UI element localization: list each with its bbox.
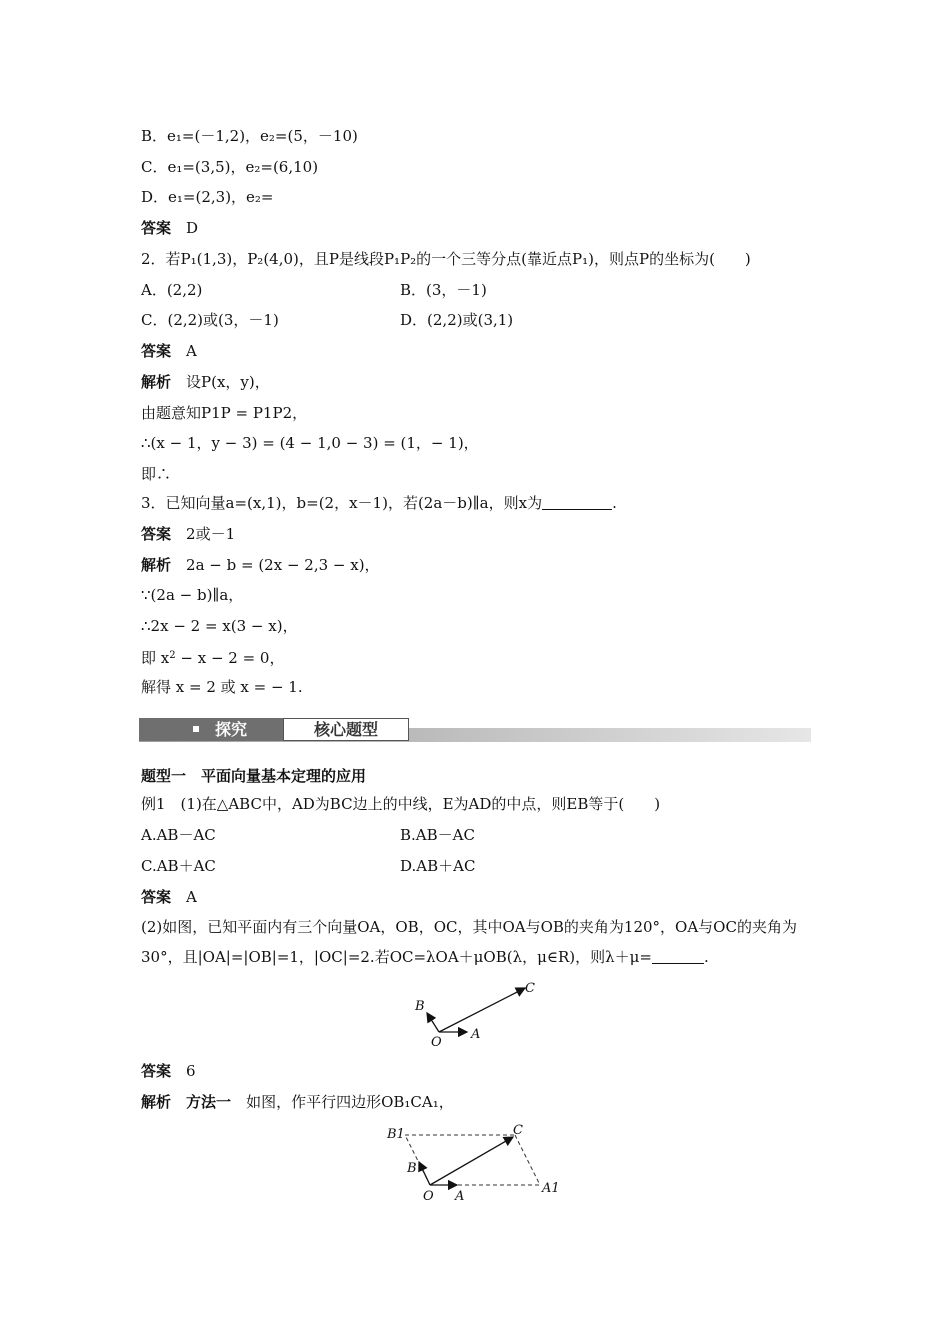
answer-value: A [186,888,197,906]
example1-options-cd [141,856,811,876]
answer-value: 6 [186,1062,196,1080]
q3-answer [141,524,235,544]
q2-analysis [141,372,270,392]
eq-part: 即 x [141,649,170,667]
label-c: C [525,981,535,996]
parallelogram-figure [385,1120,575,1202]
section-title: 题型一 平面向量基本定理的应用 [141,767,367,785]
q1-option-b: B．e₁=(－1,2)，e₂=(5，－10) [141,127,358,145]
answer-value: D [186,219,199,237]
label-a1: A1 [542,1181,560,1196]
example1-analysis [141,1092,454,1112]
q2-option-d: D．(2,2)或(3,1) [400,311,514,329]
q3-stem-text: 3．已知向量a=(x,1)，b=(2，x－1)，若(2a－b)∥a，则x为 [141,494,543,512]
q2-option-c: C．(2,2)或(3，－1) [141,311,279,329]
q2-stem: 2．若P₁(1,3)，P₂(4,0)，且P是线段P₁P₂的一个三等分点(靠近点P₁)，则点P的坐标为( ) [141,250,751,268]
label-a: A [471,1027,481,1042]
q1-answer [141,218,198,238]
q2-options-ab [141,280,811,300]
answer-label: 答案 [141,888,172,906]
analysis-label: 解析 [141,1093,172,1111]
part2-end: . [703,948,709,966]
eq-exponent: 2 [169,650,176,661]
banner-core-types: 核心题型 [283,718,409,741]
ex1-option-c: C.AB＋AC [141,857,216,875]
example1-answer2 [141,1061,196,1081]
answer-blank [542,495,612,510]
answer-label: 答案 [141,1062,172,1080]
vector-ob [427,1013,439,1032]
q1-option-d: D．e₁=(2,3)，e₂= [141,188,274,206]
banner-explore-label: 探究 [215,720,248,739]
answer-value: A [186,342,197,360]
q3-analysis-line2: ∵(2a − b)∥a， [141,586,244,604]
ex1-option-d: D.AB＋AC [400,857,476,875]
label-b: B [415,999,425,1014]
analysis-text: 设P(x，y)， [186,373,270,391]
section-banner [139,716,811,744]
q2-analysis-line3: ∴(x − 1，y − 3) = (4 − 1,0 − 3) = (1，− 1)， [141,434,479,452]
label-b1: B1 [387,1127,405,1142]
example1-answer [141,887,197,907]
label-c: C [513,1123,523,1138]
example1-options-ab [141,825,811,845]
answer-label: 答案 [141,342,172,360]
q3-analysis-line4 [141,646,284,668]
q3-stem-end: . [612,494,617,512]
analysis-label: 解析 [141,373,172,391]
vector-figure-1 [405,978,545,1050]
ex1-option-b: B.AB－AC [400,826,475,844]
ex1-option-a: A.AB－AC [141,826,216,844]
q3-stem [141,493,617,513]
q2-analysis-line4: 即∴ [141,465,172,483]
square-bullet-icon [193,726,199,732]
method-label: 方法一 [186,1093,232,1111]
label-o: O [423,1189,434,1202]
eq-part: − x − 2 = 0， [175,649,285,667]
example1-stem: 例1 (1)在△ABC中，AD为BC边上的中线，E为AD的中点，则EB等于( ) [141,795,661,813]
q2-answer [141,341,197,361]
vector-oc [439,988,525,1032]
answer-label: 答案 [141,525,172,543]
analysis-text: 2a − b = (2x − 2,3 − x)， [186,556,380,574]
q3-analysis-line5: 解得 x = 2 或 x = − 1. [141,678,303,696]
q3-analysis [141,555,380,575]
q1-option-c: C．e₁=(3,5)，e₂=(6,10) [141,158,319,176]
answer-value: 2或－1 [186,525,236,543]
answer-label: 答案 [141,219,172,237]
banner-explore [139,718,283,741]
q2-option-a: A．(2,2) [141,281,203,299]
answer-blank [652,949,704,964]
label-b: B [407,1161,417,1176]
label-a: A [455,1189,465,1202]
analysis-text: 如图，作平行四边形OB₁CA₁， [246,1093,454,1111]
q2-option-b: B．(3，－1) [400,281,487,299]
part2-text: (2)如图，已知平面内有三个向量OA，OB，OC，其中OA与OB的夹角为120°，OA与OC的夹角为30°，且|OA|=|OB|=1，|OC|=2.若OC=λOA＋μOB(λ，μ∈R)，则λ＋μ= [141,918,797,966]
label-o: O [431,1035,442,1050]
dashed-c-a1 [515,1135,540,1185]
analysis-label: 解析 [141,556,172,574]
q3-analysis-line3: ∴2x − 2 = x(3 − x)， [141,617,298,635]
vector-oc [430,1137,513,1185]
q2-options-cd [141,310,811,330]
q2-analysis-line2: 由题意知P1P = P1P2， [141,404,308,422]
vector-ob [419,1162,430,1185]
example1-part2 [141,912,811,972]
